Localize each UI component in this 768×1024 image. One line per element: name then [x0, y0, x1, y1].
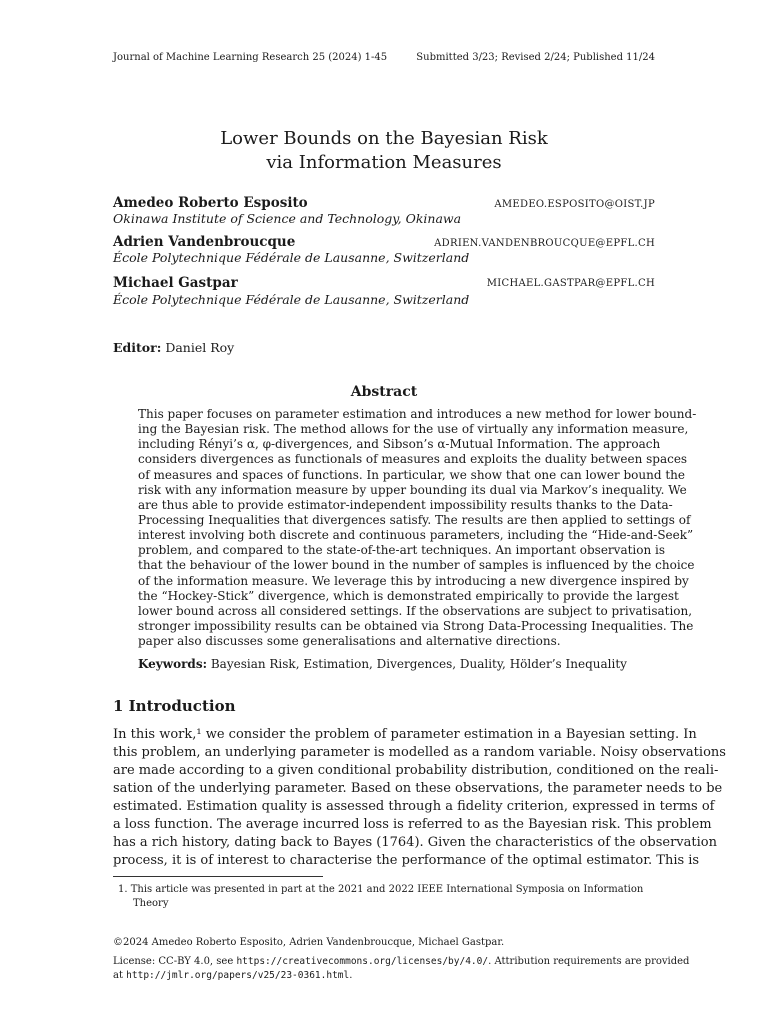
abstract-line: lower bound across all considered settings. If the observations are subject to privatisation,	[138, 604, 693, 618]
abstract-line: interest involving both discrete and continuous parameters, including the “Hide-and-Seek”	[138, 528, 694, 542]
copyright-notice: ©2024 Amedeo Roberto Esposito, Adrien Vandenbroucque, Michael Gastpar.	[113, 937, 505, 948]
author-affiliation: Okinawa Institute of Science and Technology, Okinawa	[113, 211, 462, 226]
keywords-list: Bayesian Risk, Estimation, Divergences, Duality, Hölder’s Inequality	[210, 657, 627, 671]
intro-line: a loss function. The average incurred loss is referred to as the Bayesian risk. This problem	[113, 817, 712, 832]
author-email: ADRIEN.VANDENBROUCQUE@EPFL.CH	[434, 238, 655, 249]
url-prefix: at	[113, 970, 127, 981]
author-email: AMEDEO.ESPOSITO@OIST.JP	[494, 199, 655, 210]
intro-line: estimated. Estimation quality is assessed through a fidelity criterion, expressed in terms of	[113, 799, 715, 814]
intro-line: are made according to a given conditional probability distribution, conditioned on the reali-	[113, 763, 719, 778]
intro-line: has a rich history, dating back to Bayes (1764). Given the characteristics of the observation	[113, 835, 717, 850]
paper-url-line	[113, 969, 352, 982]
editor-line	[113, 340, 234, 355]
author-name: Adrien Vandenbroucque	[113, 234, 296, 250]
submission-dates: Submitted 3/23; Revised 2/24; Published 11/24	[416, 52, 655, 63]
license-text: . Attribution requirements are provided	[488, 956, 690, 967]
abstract-line: the “Hockey-Stick” divergence, which is demonstrated empirically to provide the largest	[138, 589, 679, 603]
url-suffix: .	[349, 970, 353, 981]
journal-header: Journal of Machine Learning Research 25 (2024) 1-45	[113, 52, 388, 63]
abstract-line: Processing Inequalities that divergences satisfy. The results are then applied to settings of	[138, 513, 691, 527]
paper-title	[0, 127, 768, 175]
abstract-line: are thus able to provide estimator-independent impossibility results thanks to the Data-	[138, 498, 673, 512]
footnote-line: 1. This article was presented in part at the 2021 and 2022 IEEE International Symposia on Information	[118, 884, 644, 895]
intro-line: this problem, an underlying parameter is modelled as a random variable. Noisy observations	[113, 745, 726, 760]
abstract-line: problem, and compared to the state-of-the-art techniques. An important observation is	[138, 543, 666, 557]
footnote-line: Theory	[133, 898, 169, 909]
section-heading: 1 Introduction	[113, 697, 236, 715]
license-link[interactable]: https://creativecommons.org/licenses/by/4.0/	[236, 956, 489, 967]
title-line-1: Lower Bounds on the Bayesian Risk	[220, 128, 548, 149]
keywords-line	[138, 657, 627, 671]
abstract-line: stronger impossibility results can be obtained via Strong Data-Processing Inequalities. The	[138, 619, 694, 633]
license-text: License: CC-BY 4.0, see	[113, 956, 237, 967]
abstract-line: This paper focuses on parameter estimation and introduces a new method for lower bound-	[138, 407, 697, 421]
intro-line: sation of the underlying parameter. Based on these observations, the parameter needs to be	[113, 781, 723, 796]
editor-label: Editor:	[113, 340, 162, 355]
keywords-label: Keywords:	[138, 657, 208, 671]
license-line	[113, 955, 689, 968]
abstract-line: that the behaviour of the lower bound in the number of samples is influenced by the choice	[138, 558, 695, 572]
author-name: Amedeo Roberto Esposito	[113, 195, 308, 211]
author-name: Michael Gastpar	[113, 275, 238, 291]
abstract-heading: Abstract	[350, 384, 418, 400]
author-email: MICHAEL.GASTPAR@EPFL.CH	[486, 278, 655, 289]
abstract-line: risk with any information measure by upper bounding its dual via Markov’s inequality. We	[138, 483, 687, 497]
title-line-2: via Information Measures	[266, 152, 502, 173]
author-affiliation: École Polytechnique Fédérale de Lausanne, Switzerland	[113, 292, 470, 307]
paper-link[interactable]: http://jmlr.org/papers/v25/23-0361.html	[126, 970, 350, 981]
intro-line: process, it is of interest to characterise the performance of the optimal estimator. This is	[113, 853, 700, 868]
abstract-line: ing the Bayesian risk. The method allows for the use of virtually any information measure,	[138, 422, 689, 436]
abstract-line: of measures and spaces of functions. In particular, we show that one can lower bound the	[138, 468, 685, 482]
intro-line: In this work,¹ we consider the problem of parameter estimation in a Bayesian setting. In	[113, 727, 697, 742]
author-affiliation: École Polytechnique Fédérale de Lausanne, Switzerland	[113, 250, 470, 265]
abstract-line: paper also discusses some generalisations and alternative directions.	[138, 634, 561, 648]
abstract-line: of the information measure. We leverage this by introducing a new divergence inspired by	[138, 574, 689, 588]
abstract-line: including Rényi’s α, φ-divergences, and Sibson’s α-Mutual Information. The approach	[138, 437, 661, 451]
footnote-rule	[113, 876, 323, 877]
editor-name: Daniel Roy	[165, 340, 235, 355]
abstract-line: considers divergences as functionals of measures and exploits the duality between spaces	[138, 452, 688, 466]
